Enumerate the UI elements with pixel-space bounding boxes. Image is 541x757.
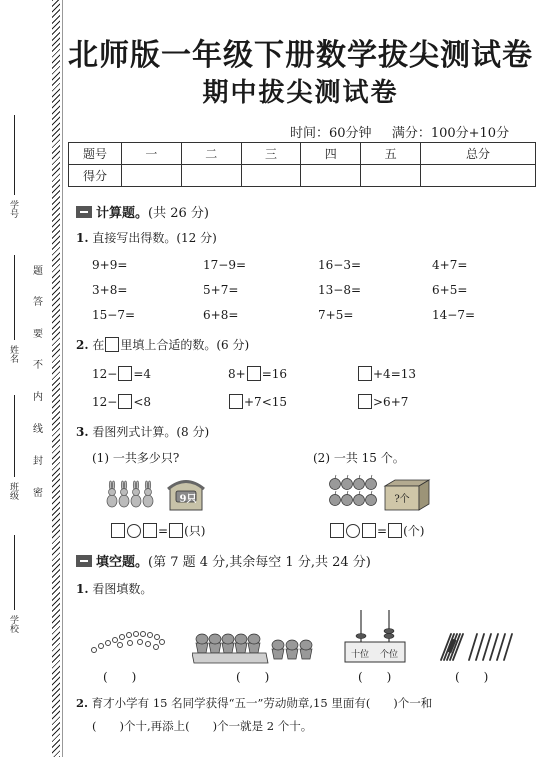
expr-part: 12− xyxy=(92,395,118,409)
table-row xyxy=(69,165,536,187)
seal-char: 答 xyxy=(33,297,43,308)
answer-blank[interactable]: ( ) xyxy=(103,670,137,684)
table-header-cell: 四 xyxy=(301,143,361,165)
sticks-picture xyxy=(437,632,517,662)
seal-char: 线 xyxy=(33,424,43,435)
question-number: 1. xyxy=(76,582,89,596)
expr-part: =16 xyxy=(261,367,288,381)
section-badge-icon xyxy=(76,206,92,218)
fill-item xyxy=(357,366,416,381)
arith-item: 3+8= xyxy=(92,283,128,297)
answer-box[interactable] xyxy=(169,523,183,538)
bead-icon xyxy=(384,629,394,634)
seal-char: 题 xyxy=(33,266,43,277)
apples-box-picture xyxy=(327,474,437,512)
arith-item: 9+9= xyxy=(92,258,128,272)
student-id-field[interactable] xyxy=(14,115,15,195)
operator-circle[interactable] xyxy=(127,524,141,538)
answer-box[interactable] xyxy=(247,366,261,381)
sub-question-1: (1) 一共多少只? xyxy=(92,451,180,465)
sub-question-2: (2) 一共 15 个。 xyxy=(313,451,405,465)
arith-item: 13−8= xyxy=(318,283,362,297)
question-text: 里填上合适的数。(6 分) xyxy=(120,338,250,352)
question-2-2 xyxy=(76,695,432,711)
answer-blank[interactable]: ( ) xyxy=(455,670,489,684)
score-cell[interactable] xyxy=(181,165,241,187)
binding-line xyxy=(62,0,63,757)
table-row-label: 得分 xyxy=(69,165,122,187)
school-field[interactable] xyxy=(14,535,15,610)
table-header-cell: 二 xyxy=(181,143,241,165)
seal-char: 密 xyxy=(33,488,43,499)
rabbits-house-picture xyxy=(104,476,216,512)
seal-char: 封 xyxy=(33,456,43,467)
abacus-ones-label: 个位 xyxy=(379,650,398,660)
arith-item: 17−9= xyxy=(203,258,247,272)
arith-item: 5+7= xyxy=(203,283,239,297)
question-text: 看图填数。 xyxy=(92,582,153,596)
exam-time: 时间：60分钟 xyxy=(290,126,372,141)
question-2-1 xyxy=(76,580,152,597)
operator-circle[interactable] xyxy=(346,524,360,538)
exam-meta xyxy=(290,122,509,141)
page-title: 北师版一年级下册数学拔尖测试卷 xyxy=(68,38,533,73)
arith-item: 4+7= xyxy=(432,258,468,272)
expr-part: 12− xyxy=(92,367,118,381)
answer-blank[interactable]: ( ) xyxy=(236,670,270,684)
answer-box[interactable] xyxy=(358,366,372,381)
student-id-label: 学号 xyxy=(8,200,18,218)
answer-box[interactable] xyxy=(118,394,132,409)
answer-box[interactable] xyxy=(330,523,344,538)
question-number: 1. xyxy=(76,231,89,245)
arith-item: 6+5= xyxy=(432,283,468,297)
arith-item: 15−7= xyxy=(92,308,136,322)
bead-icon xyxy=(356,634,366,639)
class-label: 班级 xyxy=(8,482,18,500)
seal-char: 不 xyxy=(33,360,43,371)
section-2-title: 填空题。 xyxy=(96,555,149,570)
table-header-cell: 一 xyxy=(122,143,182,165)
school-label: 学校 xyxy=(8,615,18,633)
section-2-score: (第 7 题 4 分,其余每空 1 分,共 24 分) xyxy=(148,555,371,570)
abacus-tens-label: 十位 xyxy=(350,650,369,660)
table-row xyxy=(69,143,536,165)
question-1-1 xyxy=(76,229,217,246)
section-2-heading xyxy=(76,551,371,570)
answer-blank[interactable]: ( ) xyxy=(358,670,392,684)
fill-item xyxy=(228,394,287,409)
question-text: 看图列式计算。(8 分) xyxy=(92,425,210,439)
question-text: 直接写出得数。(12 分) xyxy=(92,231,217,245)
fill-item xyxy=(228,366,287,381)
page-subtitle: 期中拔尖测试卷 xyxy=(202,78,399,108)
expr-part: >6+7 xyxy=(373,395,409,409)
fill-item xyxy=(92,366,151,381)
blank-box xyxy=(105,337,119,352)
apple-icon xyxy=(330,479,377,506)
question-number: 3. xyxy=(76,425,89,439)
question-2-2-line2: ( )个十,再添上( )个一就是 2 个十。 xyxy=(92,719,313,733)
answer-box[interactable] xyxy=(388,523,402,538)
unit-label: (个) xyxy=(403,524,425,538)
name-field[interactable] xyxy=(14,255,15,340)
exam-full-score: 满分：100分+10分 xyxy=(391,126,510,141)
answer-box[interactable] xyxy=(118,366,132,381)
table-header-cell: 题号 xyxy=(69,143,122,165)
expr-part: +7<15 xyxy=(244,395,288,409)
expr-part: <8 xyxy=(133,395,152,409)
question-number: 2. xyxy=(76,696,89,710)
answer-box[interactable] xyxy=(358,394,372,409)
table-header-cell: 总分 xyxy=(420,143,535,165)
seal-char: 要 xyxy=(33,329,43,340)
answer-box[interactable] xyxy=(229,394,243,409)
score-cell[interactable] xyxy=(361,165,421,187)
arith-item: 14−7= xyxy=(432,308,476,322)
box-label: ?个 xyxy=(394,494,410,505)
table-header-cell: 五 xyxy=(361,143,421,165)
question-1-2 xyxy=(76,336,249,353)
section-badge-icon xyxy=(76,555,92,567)
cakes-tray-picture xyxy=(192,625,320,667)
bead-icon xyxy=(384,634,394,639)
tray-icon xyxy=(192,653,268,663)
section-1-heading xyxy=(76,202,209,221)
answer-box[interactable] xyxy=(143,523,157,538)
class-field[interactable] xyxy=(14,395,15,477)
question-number: 2. xyxy=(76,338,89,352)
rabbit-icon xyxy=(107,481,117,507)
arith-item: 6+8= xyxy=(203,308,239,322)
fill-item xyxy=(357,394,408,409)
binding-hatch xyxy=(52,0,60,757)
table-header-cell: 三 xyxy=(241,143,301,165)
expr-part: 8+ xyxy=(228,367,246,381)
fill-item xyxy=(92,394,151,409)
question-1-3 xyxy=(76,423,209,440)
section-1-score: (共 26 分) xyxy=(148,206,209,221)
expr-part: +4=13 xyxy=(373,367,417,381)
question-text: 在 xyxy=(92,338,105,352)
expr-part: =4 xyxy=(133,367,152,381)
dots-picture xyxy=(90,628,168,656)
stick-icon xyxy=(469,634,512,660)
score-cell[interactable] xyxy=(241,165,301,187)
equation-frame-1: = (只) xyxy=(110,522,205,539)
equation-frame-2: = (个) xyxy=(329,522,424,539)
house-sign-label: 9只 xyxy=(179,494,197,505)
answer-box[interactable] xyxy=(362,523,376,538)
score-cell[interactable] xyxy=(122,165,182,187)
section-1-title: 计算题。 xyxy=(96,206,149,221)
score-cell[interactable] xyxy=(301,165,361,187)
score-table xyxy=(68,142,536,187)
score-cell[interactable] xyxy=(420,165,535,187)
seal-char: 内 xyxy=(33,392,43,403)
question-text: 育才小学有 15 名同学获得“五一”劳动勋章,15 里面有( )个一和 xyxy=(91,696,433,710)
name-label: 姓名 xyxy=(8,345,18,363)
arith-item: 7+5= xyxy=(318,308,354,322)
arith-item: 16−3= xyxy=(318,258,362,272)
unit-label: (只) xyxy=(184,524,206,538)
answer-box[interactable] xyxy=(111,523,125,538)
